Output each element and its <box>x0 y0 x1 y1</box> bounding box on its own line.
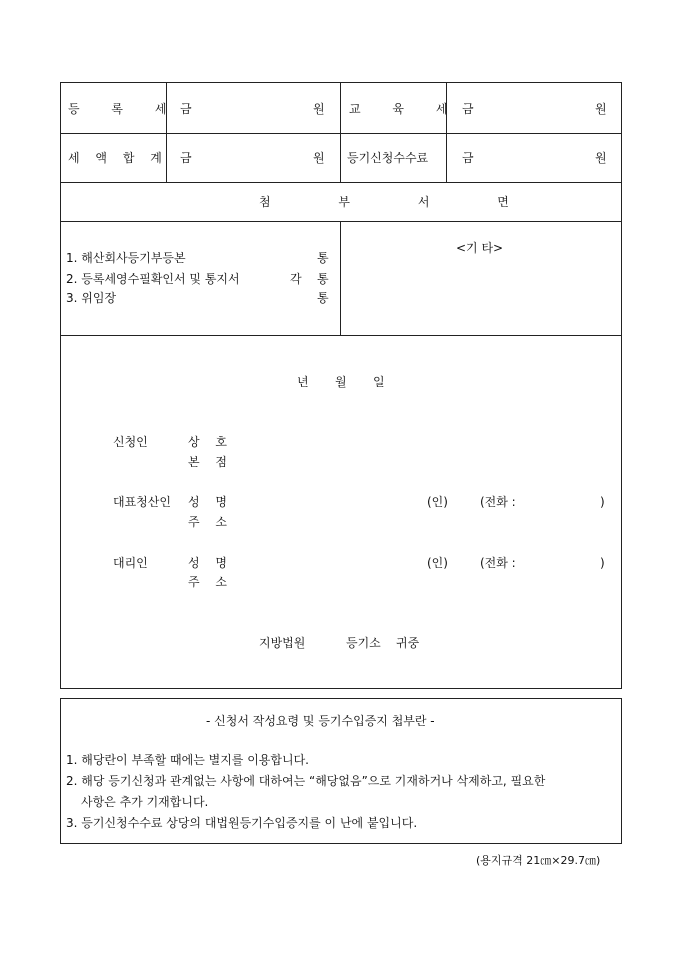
agent-label: 대리인 <box>113 556 148 570</box>
court-name: 지방법원 <box>259 636 306 650</box>
guide-line: 사항은 추가 기재합니다. <box>81 795 209 809</box>
date-year: 년 <box>297 375 309 389</box>
col-divider <box>340 82 341 182</box>
attachment-qty: 각 <box>290 272 302 286</box>
attachment-item: 3. 위임장 <box>66 291 117 305</box>
row-divider <box>60 133 622 134</box>
agent-seal: (인) <box>427 556 448 570</box>
attachments-header: 첨 부 서 면 <box>259 195 541 209</box>
liquidator-phone: (전화 : <box>480 495 516 509</box>
date-day: 일 <box>373 375 385 389</box>
agent-phone: (전화 : <box>480 556 516 570</box>
company-name-label: 상 호 <box>188 435 233 449</box>
applicant-label: 신청인 <box>113 435 148 449</box>
registry-office: 등기소 <box>346 636 381 650</box>
liquidator-address-label: 주 소 <box>188 515 233 529</box>
guide-title: - 신청서 작성요령 및 등기수입증지 첩부란 - <box>206 714 435 728</box>
education-tax-label: 교 육 세 <box>349 102 462 116</box>
registry-fee-label: 등기신청수수료 <box>347 151 429 165</box>
amount-unit: 원 <box>595 151 607 165</box>
guide-line: 2. 해당 등기신청과 관계없는 사항에 대하여는 “해당없음”으로 기재하거나 삭제하고, 필요한 <box>66 774 546 788</box>
attachment-unit: 통 <box>317 291 329 305</box>
col-divider <box>446 82 447 182</box>
guide-line: 3. 등기신청수수료 상당의 대법원등기수입증지를 이 난에 붙입니다. <box>66 816 418 830</box>
liquidator-seal: (인) <box>427 495 448 509</box>
row-divider <box>60 221 622 222</box>
amount-unit: 원 <box>313 151 325 165</box>
amount-unit: 원 <box>313 102 325 116</box>
date-month: 월 <box>335 375 347 389</box>
attachment-item: 1. 해산회사등기부등본 <box>66 251 186 265</box>
other-label: <기 타> <box>456 241 504 255</box>
amount-prefix: 금 <box>462 151 474 165</box>
col-divider <box>340 221 341 335</box>
paper-size-note: (용지규격 21㎝×29.7㎝) <box>476 854 601 867</box>
attachment-unit: 통 <box>317 251 329 265</box>
liquidator-name-label: 성 명 <box>188 495 233 509</box>
row-divider <box>60 182 622 183</box>
amount-unit: 원 <box>595 102 607 116</box>
agent-address-label: 주 소 <box>188 575 233 589</box>
col-divider <box>166 82 167 182</box>
liquidator-phone-close: ) <box>600 495 605 509</box>
liquidator-label: 대표청산인 <box>113 495 171 509</box>
registration-tax-label: 등 록 세 <box>68 102 181 116</box>
tax-total-label: 세 액 합 계 <box>68 151 168 165</box>
amount-prefix: 금 <box>180 102 192 116</box>
amount-prefix: 금 <box>462 102 474 116</box>
agent-phone-close: ) <box>600 556 605 570</box>
attachment-unit: 통 <box>317 272 329 286</box>
head-office-label: 본 점 <box>188 455 233 469</box>
honorific: 귀중 <box>396 636 420 650</box>
attachment-item: 2. 등록세영수필확인서 및 통지서 <box>66 272 240 286</box>
agent-name-label: 성 명 <box>188 556 233 570</box>
amount-prefix: 금 <box>180 151 192 165</box>
guide-line: 1. 해당란이 부족할 때에는 별지를 이용합니다. <box>66 753 309 767</box>
row-divider <box>60 335 622 336</box>
